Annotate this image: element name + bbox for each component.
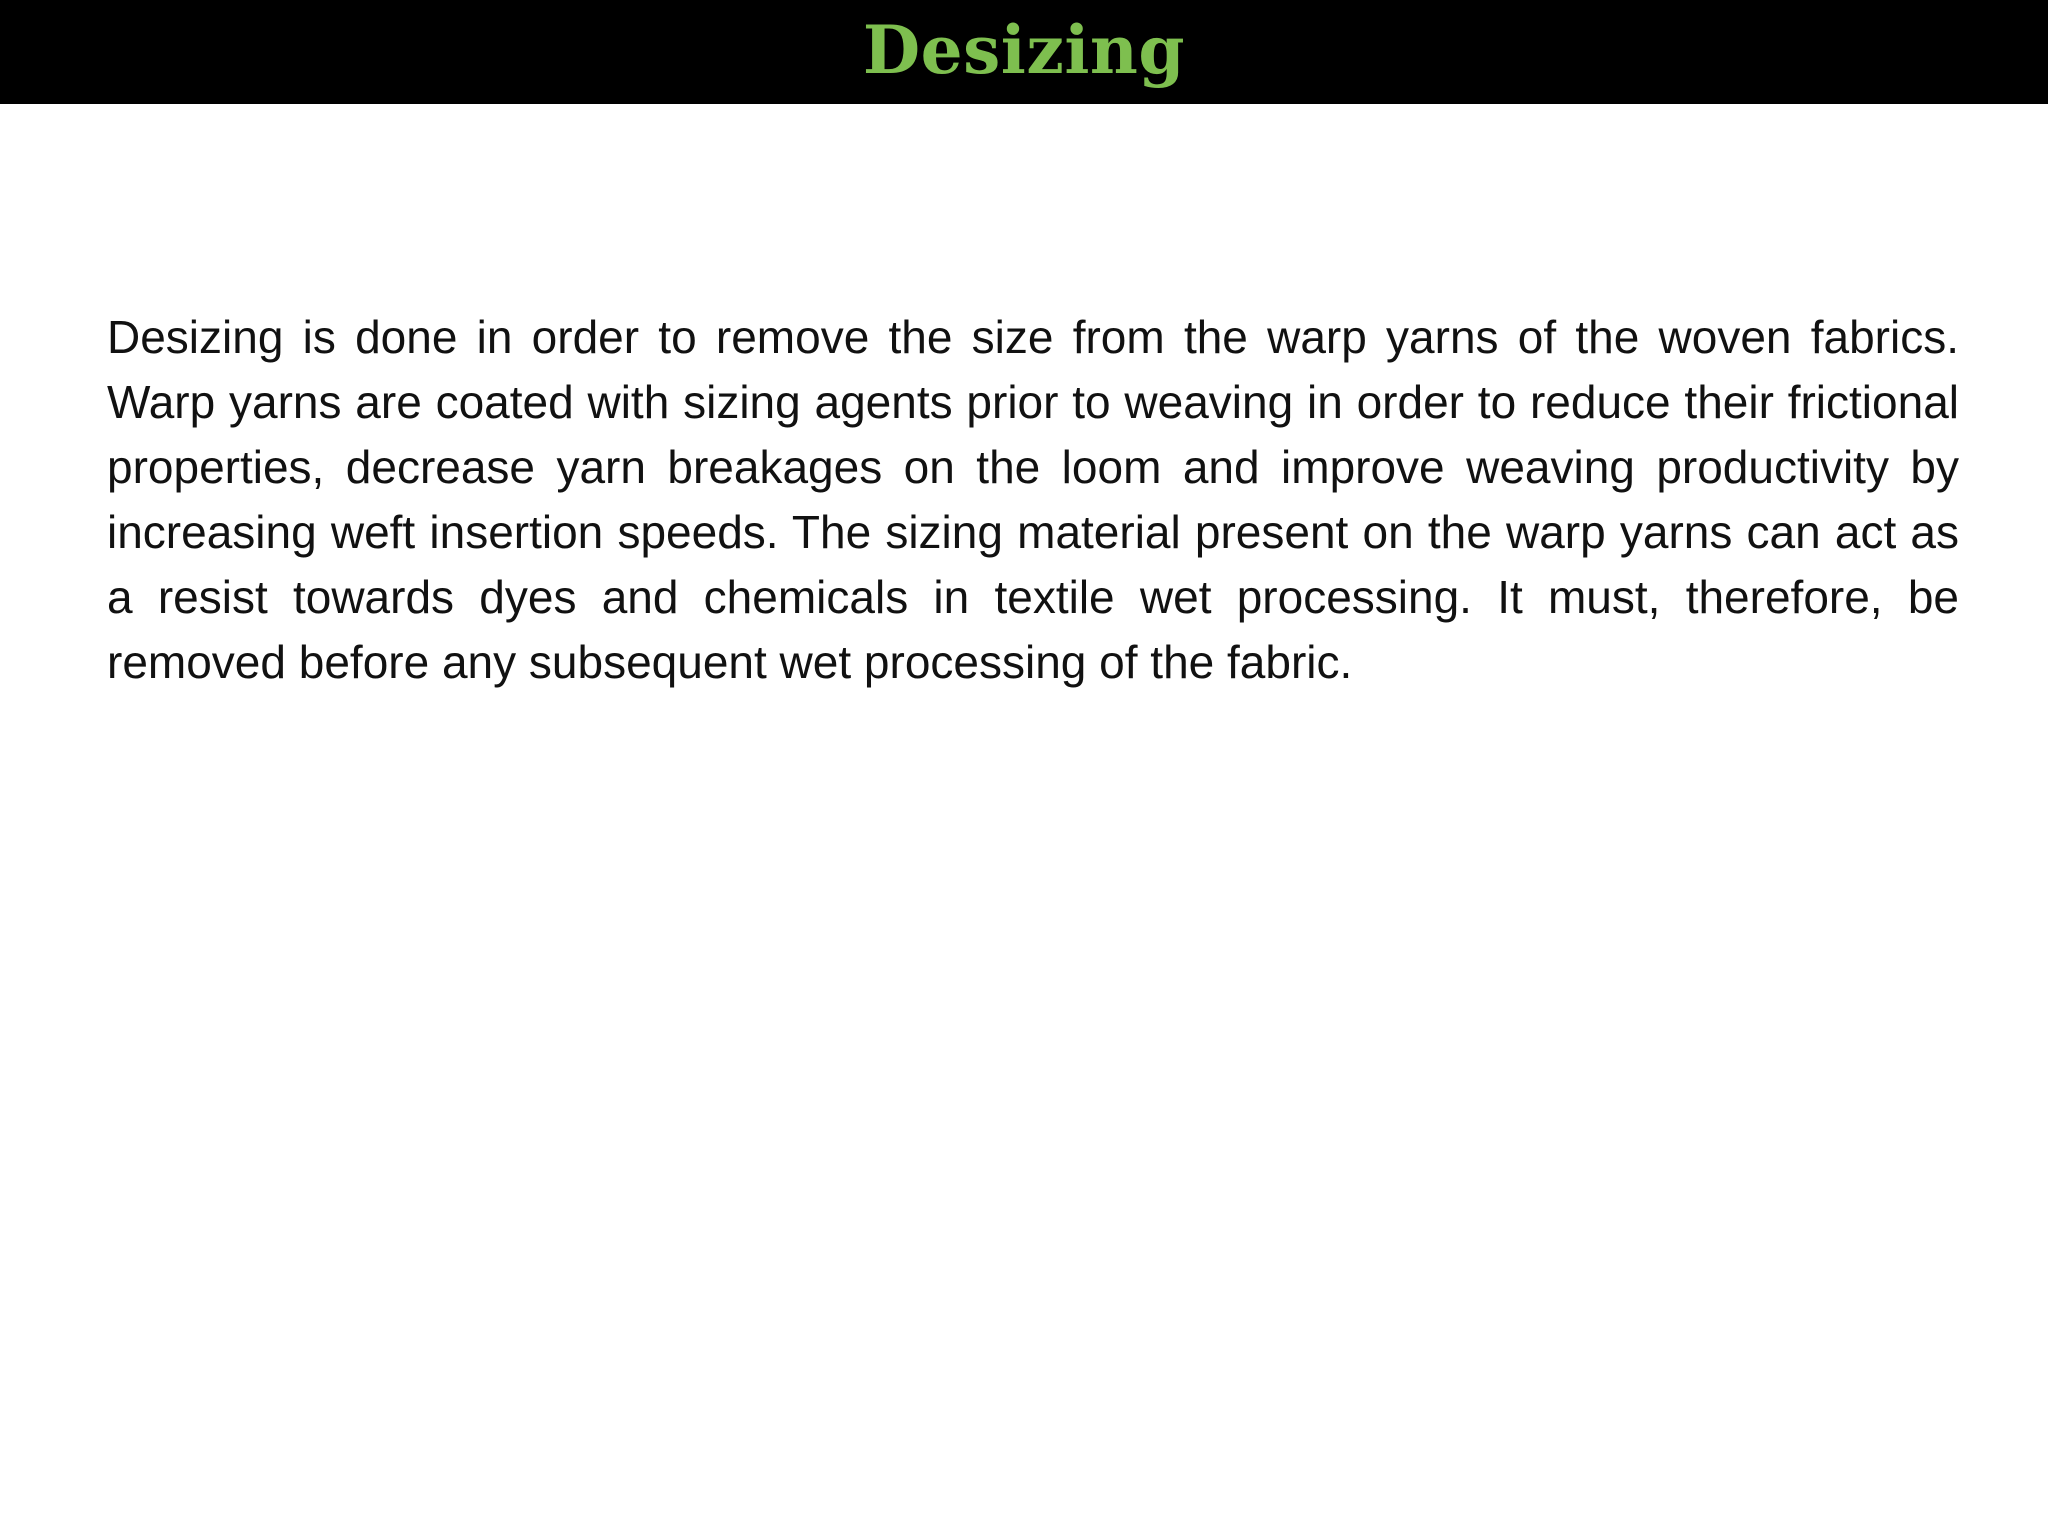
slide-title: Desizing	[862, 11, 1186, 89]
title-bar	[0, 0, 2048, 104]
body-paragraph: Desizing is done in order to remove the size from the warp yarns of the woven fabrics. Warp yarns are coated with sizing agents prior to weaving in order to reduce their frictional properties, decrease yarn breakages on the loom and improve weaving productivity by increasing weft insertion speeds. The sizing material present on the warp yarns can act as a resist towards dyes and chemicals in textile wet processing. It must, therefore, be removed before any subsequent wet processing of the fabric.	[107, 311, 1959, 688]
